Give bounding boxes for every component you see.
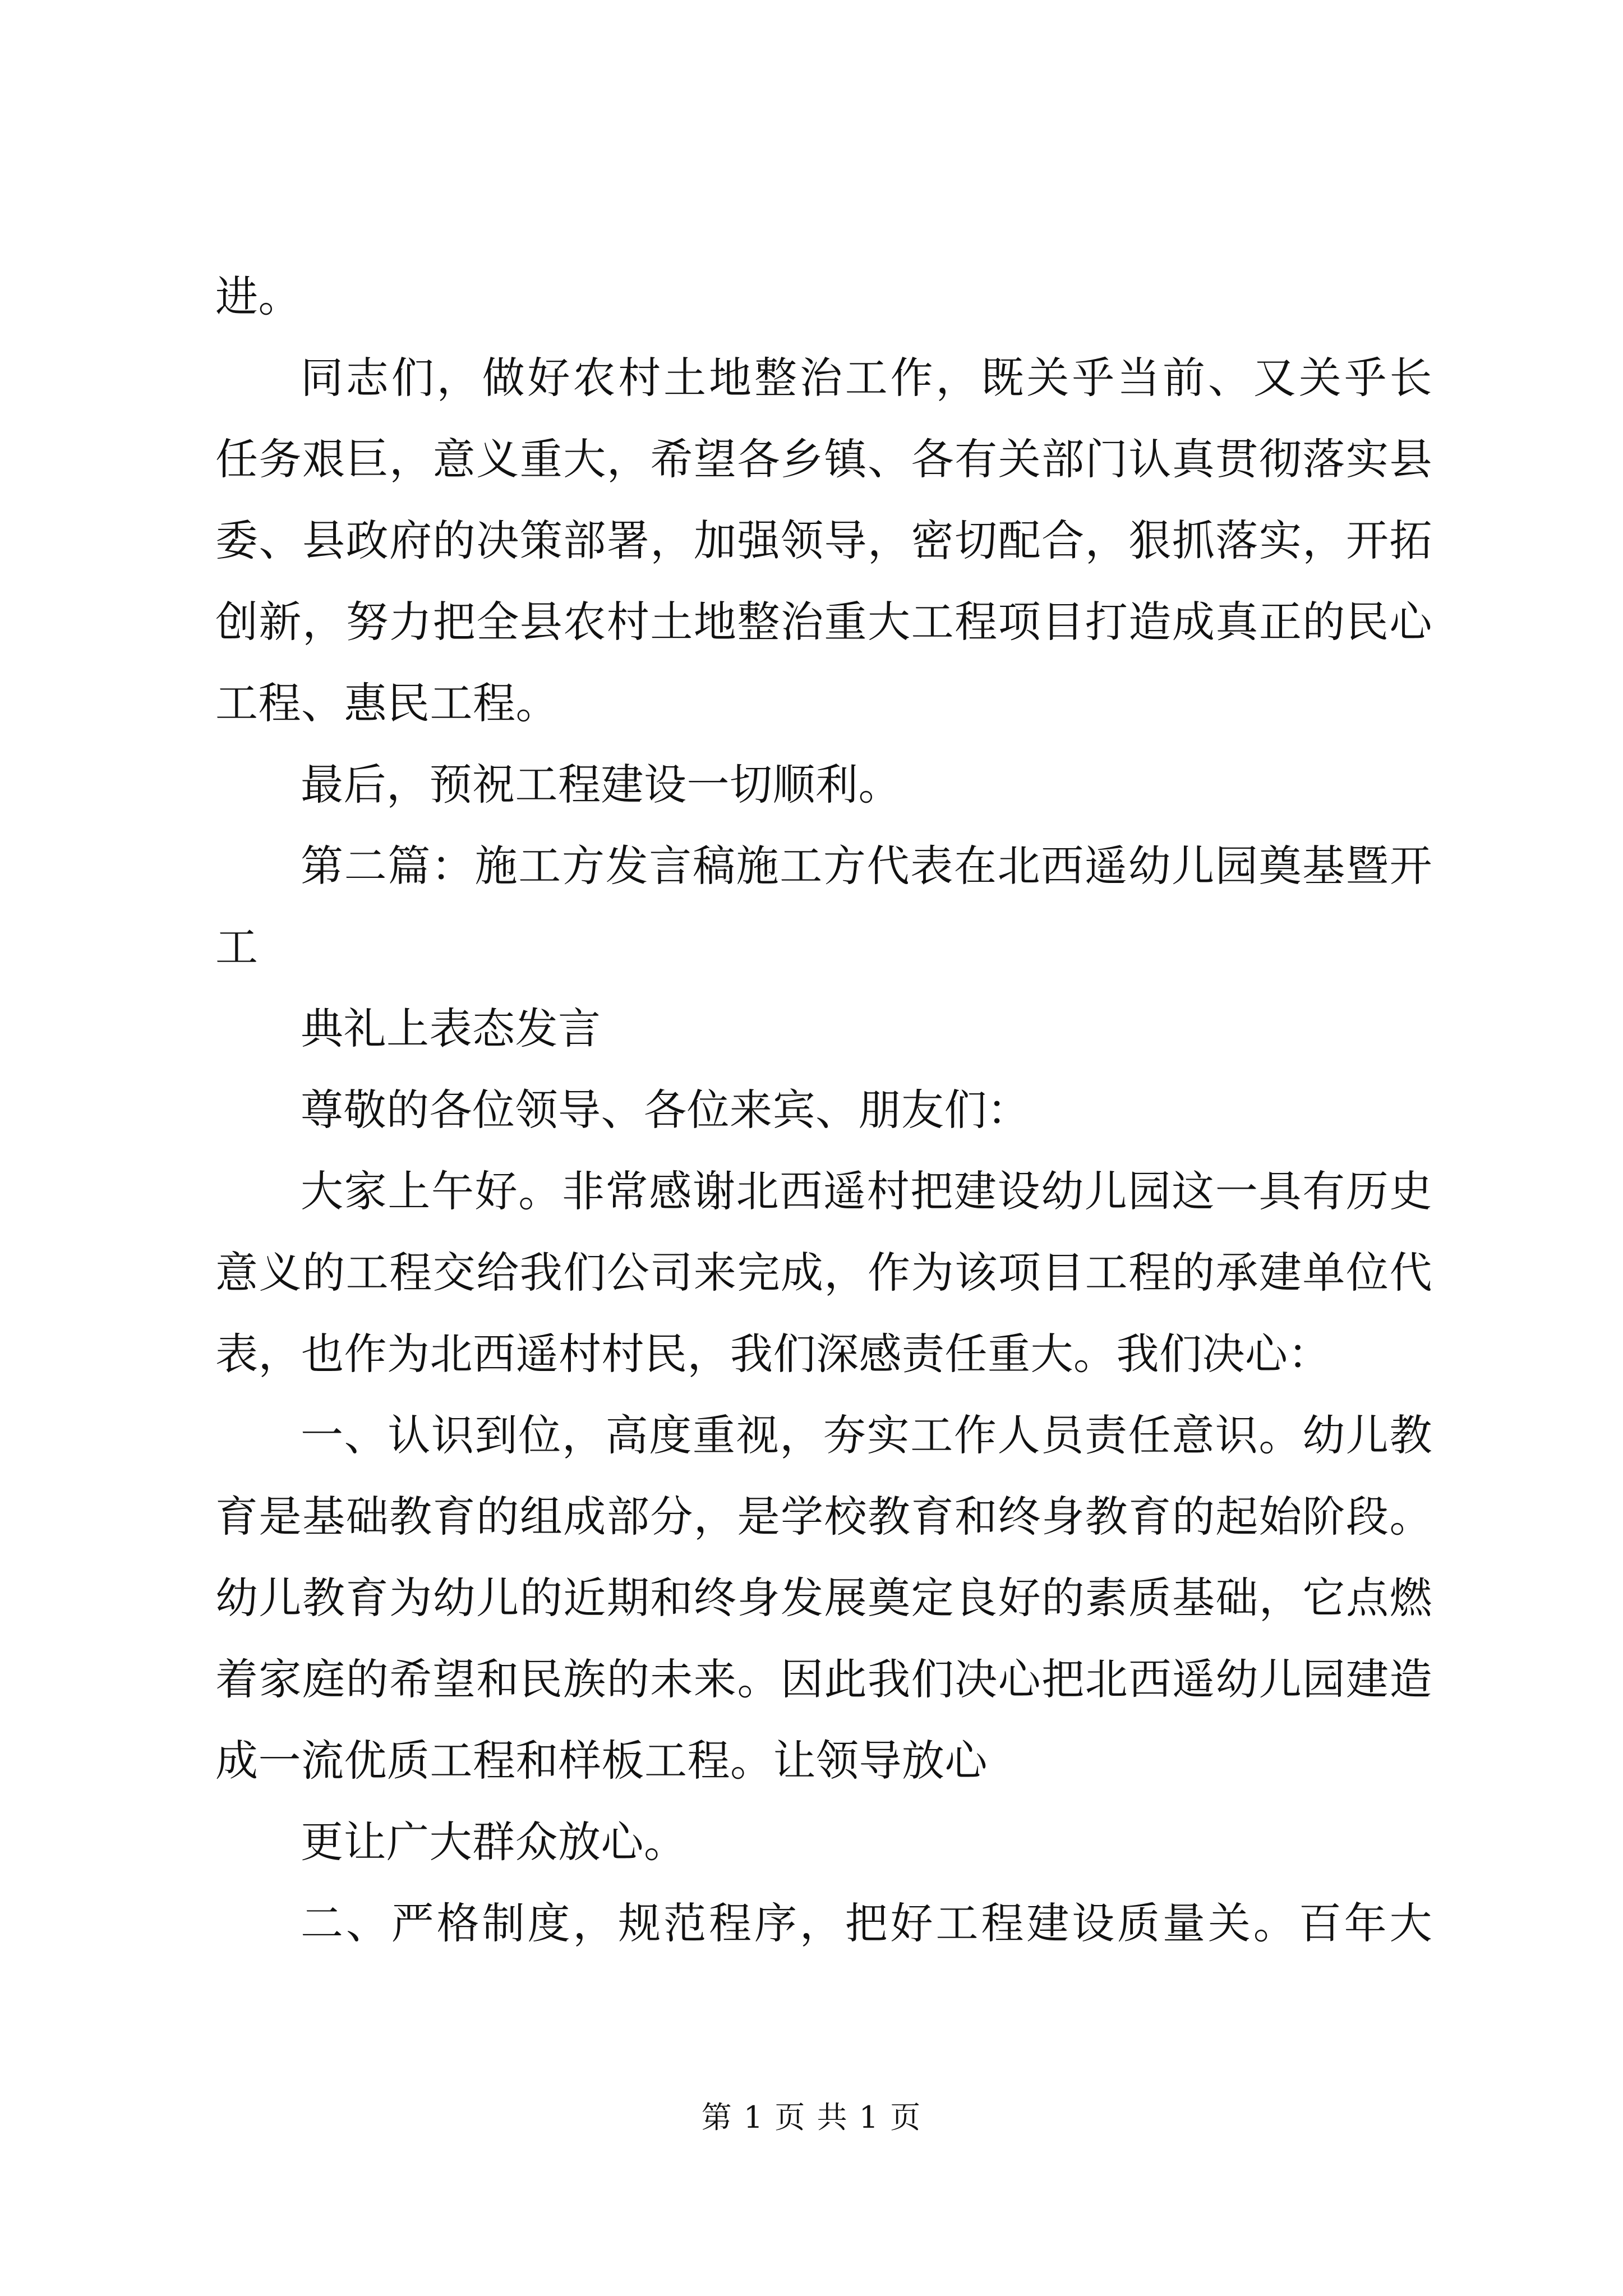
text-line: 任务艰巨，意义重大，希望各乡镇、各有关部门认真贯彻落实县 (215, 434, 1432, 484)
document-body (215, 256, 1432, 1964)
text-line: 育是基础教育的组成部分，是学校教育和终身教育的起始阶段。 (215, 1492, 1432, 1542)
text-line: 二、严格制度，规范程序，把好工程建设质量关。百年大 (301, 1898, 1432, 1948)
text-line: 着家庭的希望和民族的未来。因此我们决心把北西遥幼儿园建造 (215, 1654, 1432, 1704)
text-line: 一、认识到位，高度重视，夯实工作人员责任意识。幼儿教 (301, 1410, 1432, 1460)
text-line: 进。 (215, 272, 301, 321)
text-line: 更让广大群众放心。 (301, 1817, 687, 1867)
text-line: 大家上午好。非常感谢北西遥村把建设幼儿园这一具有历史 (301, 1166, 1432, 1216)
text-line: 表，也作为北西遥村村民，我们深感责任重大。我们决心： (215, 1329, 1331, 1379)
text-line: 第二篇：施工方发言稿施工方代表在北西遥幼儿园奠基暨开 (301, 841, 1432, 891)
text-line: 成一流优质工程和样板工程。让领导放心 (215, 1736, 988, 1786)
text-line: 创新，努力把全县农村土地整治重大工程项目打造成真正的民心 (215, 597, 1432, 647)
text-line: 工程、惠民工程。 (215, 678, 559, 728)
text-line: 同志们，做好农村土地整治工作，既关乎当前、又关乎长 (301, 353, 1432, 403)
text-line: 最后，预祝工程建设一切顺利。 (301, 760, 901, 809)
text-line: 幼儿教育为幼儿的近期和终身发展奠定良好的素质基础，它点燃 (215, 1573, 1432, 1623)
text-line: 工 (215, 922, 259, 972)
text-line: 委、县政府的决策部署，加强领导，密切配合，狠抓落实，开拓 (215, 516, 1432, 565)
text-line: 典礼上表态发言 (301, 1004, 601, 1053)
page-footer: 第 1 页 共 1 页 (701, 2100, 922, 2135)
text-line: 意义的工程交给我们公司来完成，作为该项目工程的承建单位代 (215, 1248, 1432, 1297)
text-line: 尊敬的各位领导、各位来宾、朋友们： (301, 1085, 1030, 1135)
